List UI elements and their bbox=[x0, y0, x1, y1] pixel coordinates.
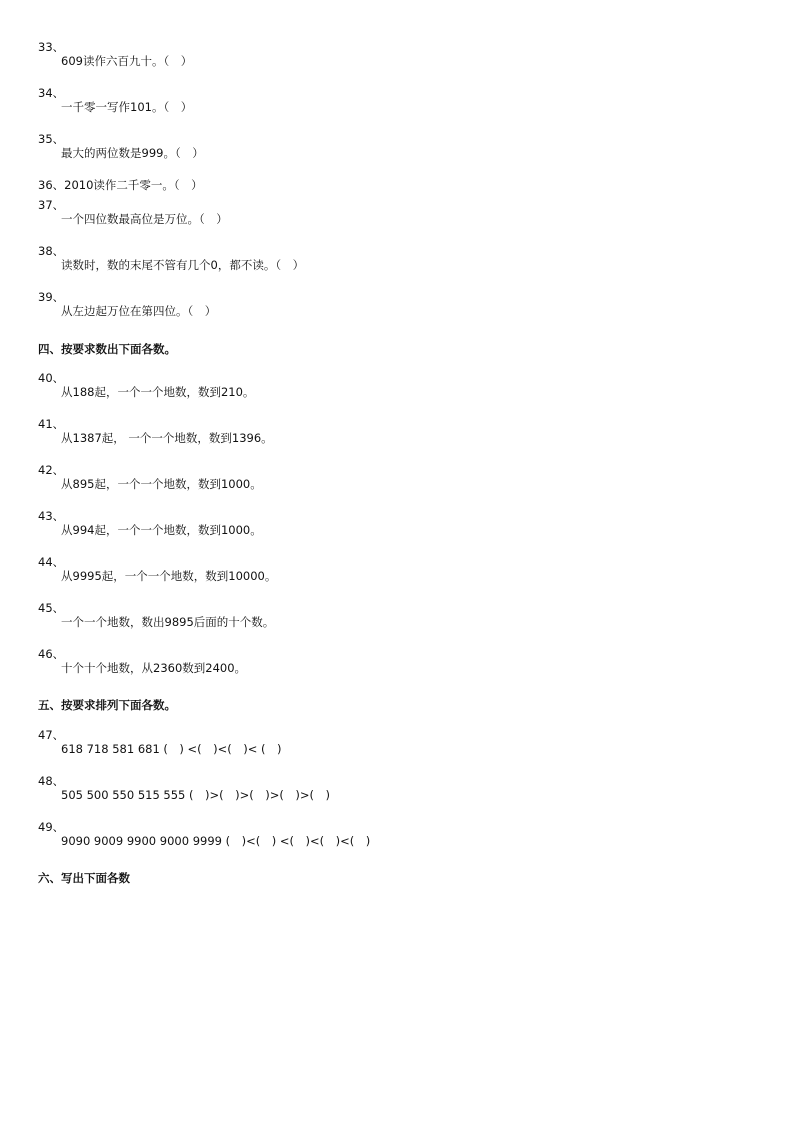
question-text: 从左边起万位在第四位。（ ） bbox=[61, 304, 217, 318]
question-47 bbox=[38, 728, 282, 756]
question-number: 35、 bbox=[38, 132, 65, 146]
question-number: 41、 bbox=[38, 417, 65, 431]
question-text: 十个十个地数，从2360数到2400。 bbox=[61, 661, 247, 675]
question-48 bbox=[38, 774, 330, 802]
question-text: 从994起，一个一个地数，数到1000。 bbox=[61, 523, 262, 537]
question-text: 最大的两位数是999。（ ） bbox=[61, 146, 204, 160]
question-number: 37、 bbox=[38, 198, 65, 212]
question-42 bbox=[38, 463, 262, 491]
question-text: 505 500 550 515 555 ( )>( )>( )>( )>( ) bbox=[61, 788, 330, 802]
question-38 bbox=[38, 244, 304, 272]
question-number: 44、 bbox=[38, 555, 65, 569]
question-text: 从1387起， 一个一个地数，数到1396。 bbox=[61, 431, 273, 445]
question-49 bbox=[38, 820, 370, 848]
question-number: 47、 bbox=[38, 728, 65, 742]
question-text: 一个四位数最高位是万位。（ ） bbox=[61, 212, 228, 226]
question-45 bbox=[38, 601, 274, 629]
question-41 bbox=[38, 417, 273, 445]
question-33 bbox=[38, 40, 192, 68]
question-37 bbox=[38, 198, 228, 226]
question-text: 618 718 581 681 ( ) <( )<( )< ( ) bbox=[61, 742, 282, 756]
question-46 bbox=[38, 647, 246, 675]
question-number: 46、 bbox=[38, 647, 65, 661]
question-text: 9090 9009 9900 9000 9999 ( )<( ) <( )<( )<( ) bbox=[61, 834, 371, 848]
question-text: 609读作六百九十。（ ） bbox=[61, 54, 193, 68]
question-number: 42、 bbox=[38, 463, 65, 477]
question-number: 45、 bbox=[38, 601, 65, 615]
question-number: 33、 bbox=[38, 40, 65, 54]
question-text: 一千零一写作101。（ ） bbox=[61, 100, 193, 114]
question-number: 40、 bbox=[38, 371, 65, 385]
section-heading: 六、写出下面各数 bbox=[38, 871, 130, 885]
question-text: 从9995起，一个一个地数，数到10000。 bbox=[61, 569, 277, 583]
question-number: 34、 bbox=[38, 86, 65, 100]
question-40 bbox=[38, 371, 254, 399]
question-number: 49、 bbox=[38, 820, 65, 834]
question-36 bbox=[38, 178, 203, 192]
question-39 bbox=[38, 290, 216, 318]
question-text: 从188起，一个一个地数，数到210。 bbox=[61, 385, 255, 399]
question-34 bbox=[38, 86, 192, 114]
question-44 bbox=[38, 555, 276, 583]
question-number: 48、 bbox=[38, 774, 65, 788]
question-number: 36、 bbox=[38, 178, 65, 192]
question-text: 读数时，数的末尾不管有几个0，都不读。（ ） bbox=[61, 258, 305, 272]
question-number: 43、 bbox=[38, 509, 65, 523]
question-text: 2010读作二千零一。（ ） bbox=[64, 178, 203, 192]
question-35 bbox=[38, 132, 204, 160]
question-text: 从895起，一个一个地数，数到1000。 bbox=[61, 477, 262, 491]
question-text: 一个一个地数，数出9895后面的十个数。 bbox=[61, 615, 275, 629]
section-heading: 五、按要求排列下面各数。 bbox=[38, 698, 176, 712]
question-number: 39、 bbox=[38, 290, 65, 304]
section-heading: 四、按要求数出下面各数。 bbox=[38, 342, 176, 356]
question-number: 38、 bbox=[38, 244, 65, 258]
question-43 bbox=[38, 509, 262, 537]
